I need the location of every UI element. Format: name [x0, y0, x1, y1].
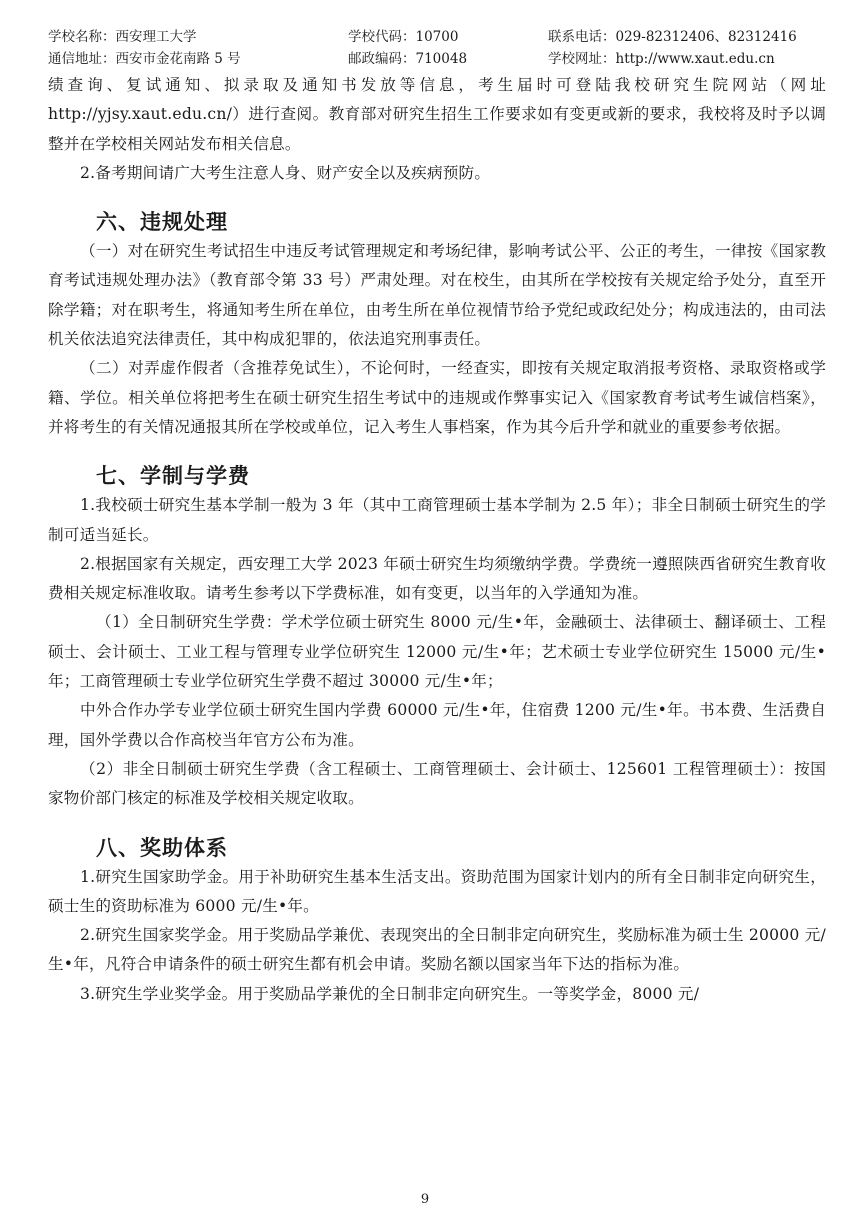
page-header: [48, 26, 818, 70]
school-code: 学校代码：10700: [348, 29, 459, 45]
section-6-paragraph-2: （二）对弄虚作假者（含推荐免试生），不论何时，一经查实，即按有关规定取消报考资格、录取资格或学籍、学位。相关单位将把考生在硕士研究生招生考试中的违规或作弊事实记入《国家教育考试考生诚信档案》，并将考生的有关情况通报其所在学校或单位，记入考生人事档案，作为其今后升学和就业的重要参考依据。: [48, 359, 826, 436]
intro-paragraph-2: 2.备考期间请广大考生注意人身、财产安全以及疾病预防。: [80, 163, 491, 182]
section-7-paragraph-4: 中外合作办学专业学位硕士研究生国内学费 60000 元/生•年，住宿费 1200 元/生•年。书本费、生活费自理，国外学费以合作高校当年官方公布为准。: [48, 701, 826, 749]
section-6-paragraph-1: （一）对在研究生考试招生中违反考试管理规定和考场纪律，影响考试公平、公正的考生，一律按《国家教育考试违规处理办法》（教育部令第 33 号）严肃处理。对在校生，由其所在学校按有关规定给予处分，直至开除学籍；对在职考生，将通知考生所在单位，由考生所在单位视情节给予党纪或政纪处分；构成违法的，由司法机关依法追究法律责任，其中构成犯罪的，依法追究刑事责任。: [48, 242, 826, 349]
intro-paragraph-1: 绩查询、复试通知、拟录取及通知书发放等信息，考生届时可登陆我校研究生院网站（网址http://yjsy.xaut.edu.cn/）进行查阅。教育部对研究生招生工作要求如有变更或新的要求，我校将及时予以调整并在学校相关网站发布相关信息。: [48, 76, 826, 153]
section-7-paragraph-3: （1）全日制研究生学费：学术学位硕士研究生 8000 元/生•年，金融硕士、法律硕士、翻译硕士、工程硕士、会计硕士、工业工程与管理专业学位研究生 12000 元/生•年；艺术硕士专业学位研究生 15000 元/生•年；工商管理硕士专业学位研究生学费不超过 30000 元/生•年；: [48, 613, 826, 691]
header-row-2: [48, 48, 818, 70]
postcode: 邮政编码：710048: [348, 51, 468, 67]
section-7-heading: 七、学制与学费: [96, 464, 250, 489]
header-row-1: [48, 26, 818, 48]
section-8-paragraph-1: 1.研究生国家助学金。用于补助研究生基本生活支出。资助范围为国家计划内的所有全日制非定向研究生，硕士生的资助标准为 6000 元/生•年。: [48, 867, 826, 915]
section-7-paragraph-2: 2.根据国家有关规定，西安理工大学 2023 年硕士研究生均须缴纳学费。学费统一遵照陕西省研究生教育收费相关规定标准收取。请考生参考以下学费标准，如有变更，以当年的入学通知为准。: [48, 554, 826, 603]
section-8-heading: 八、奖助体系: [96, 835, 228, 860]
section-8-paragraph-3: 3.研究生学业奖学金。用于奖励品学兼优的全日制非定向研究生。一等奖学金，8000 元/: [80, 984, 700, 1003]
section-6-heading: 六、违规处理: [96, 210, 228, 235]
contact-phone: 联系电话：029-82312406、82312416: [548, 29, 797, 45]
school-website: 学校网址：http://www.xaut.edu.cn: [548, 51, 775, 67]
section-8-paragraph-2: 2.研究生国家奖学金。用于奖励品学兼优、表现突出的全日制非定向研究生，奖励标准为硕士生 20000 元/生•年，凡符合申请条件的硕士研究生都有机会申请。奖励名额以国家当年下达的指标为准。: [48, 926, 826, 974]
section-7-paragraph-1: 1.我校硕士研究生基本学制一般为 3 年（其中工商管理硕士基本学制为 2.5 年）；非全日制硕士研究生的学制可适当延长。: [48, 496, 826, 544]
section-7-paragraph-5: （2）非全日制硕士研究生学费（含工程硕士、工商管理硕士、会计硕士、125601 工程管理硕士）：按国家物价部门核定的标准及学校相关规定收取。: [48, 759, 826, 808]
school-name: 学校名称：西安理工大学: [48, 29, 197, 45]
document-body: [48, 71, 826, 1009]
mailing-address: 通信地址：西安市金花南路 5 号: [48, 51, 241, 67]
page-number: 9: [420, 1192, 430, 1207]
